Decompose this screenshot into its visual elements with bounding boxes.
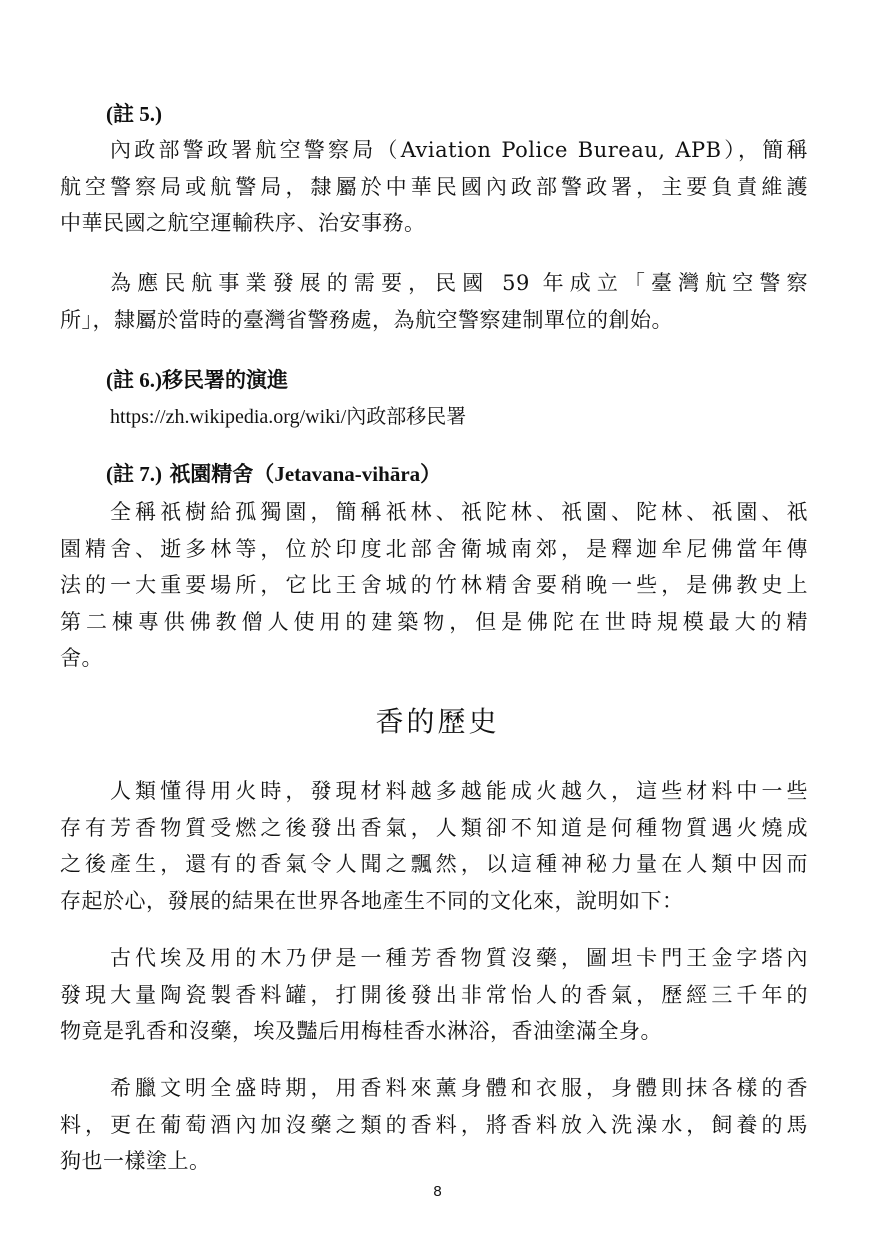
note-7-title: 祇園精舍（: [169, 461, 275, 486]
note-5-line: 中華民國之航空運輸秩序、治安事務。: [60, 211, 426, 235]
note-5-paragraph-2: [60, 265, 808, 338]
note-6-label: (註 6.): [106, 368, 162, 392]
note-7-line: 舍。: [60, 646, 103, 670]
note-7-line: 園精舍、逝多林等，位於印度北部舍衛城南郊，是釋迦牟尼佛當年傳: [60, 536, 808, 561]
section-title: 香的歷史: [375, 705, 500, 738]
note-6-url-suffix: 內政部移民署: [346, 404, 467, 428]
section-paragraph-1: [60, 773, 808, 919]
section-line: 之後產生，還有的香氣令人聞之飄然，以這種神秘力量在人類中因而: [60, 852, 808, 876]
section-line: 人類懂得用火時，發現材料越多越能成火越久，這些材料中一些: [110, 779, 808, 803]
note-6-heading: [106, 364, 288, 394]
note-7-title-close: ）: [420, 461, 442, 486]
note-6-url-prefix: https://zh.wikipedia.org/wiki/: [110, 406, 347, 428]
note-7-heading: [106, 458, 441, 488]
note-5-paragraph: [60, 132, 808, 242]
note-7-line: 全稱祇樹給孤獨園，簡稱祇林、祇陀林、祇園、陀林、祇園、祇: [110, 500, 808, 524]
page-number: 8: [433, 1183, 442, 1200]
section-line: 物竟是乳香和沒藥，埃及豔后用梅桂香水淋浴，香油塗滿全身。: [60, 1019, 662, 1043]
note-7-paragraph: [60, 494, 808, 677]
section-line: 古代埃及用的木乃伊是一種芳香物質沒藥，圖坦卡門王金字塔內: [110, 946, 808, 970]
section-line: 狗也一樣塗上。: [60, 1149, 211, 1173]
note-5-heading: [106, 98, 162, 128]
section-line: 料，更在葡萄酒內加沒藥之類的香料，將香料放入洗澡水，飼養的馬: [60, 1112, 808, 1137]
note-6-title: 移民署的演進: [162, 367, 288, 392]
section-line: 存有芳香物質受燃之後發出香氣，人類卻不知道是何種物質遇火燒成: [60, 815, 808, 840]
note-7-line: 第二棟專供佛教僧人使用的建築物，但是佛陀在世時規模最大的精: [60, 609, 808, 634]
note-5-line: 為應民航事業發展的需要，民國 59 年成立「臺灣航空警察: [110, 271, 808, 295]
note-5-line: 內政部警政署航空警察局（Aviation Police Bureau, APB），簡稱: [110, 138, 808, 162]
note-5-label: (註 5.): [106, 102, 162, 126]
note-7-label: (註 7.): [106, 462, 162, 486]
note-5-line: 所」，隸屬於當時的臺灣省警務處，為航空警察建制單位的創始。: [60, 307, 673, 332]
section-line: 希臘文明全盛時期，用香料來薰身體和衣服，身體則抹各樣的香: [110, 1076, 808, 1100]
section-paragraph-2: [60, 940, 808, 1050]
note-6-url[interactable]: [110, 400, 466, 429]
section-line: 發現大量陶瓷製香料罐，打開後發出非常怡人的香氣，歷經三千年的: [60, 982, 808, 1007]
note-5-line: 航空警察局或航警局，隸屬於中華民國內政部警政署，主要負責維護: [60, 174, 808, 199]
note-7-line: 法的一大重要場所，它比王舍城的竹林精舍要稍晚一些，是佛教史上: [60, 573, 808, 597]
section-paragraph-3: [60, 1070, 808, 1180]
section-line: 存起於心，發展的結果在世界各地產生不同的文化來，說明如下：: [60, 888, 684, 913]
note-7-title-latin: Jetavana-vihāra: [274, 462, 421, 486]
